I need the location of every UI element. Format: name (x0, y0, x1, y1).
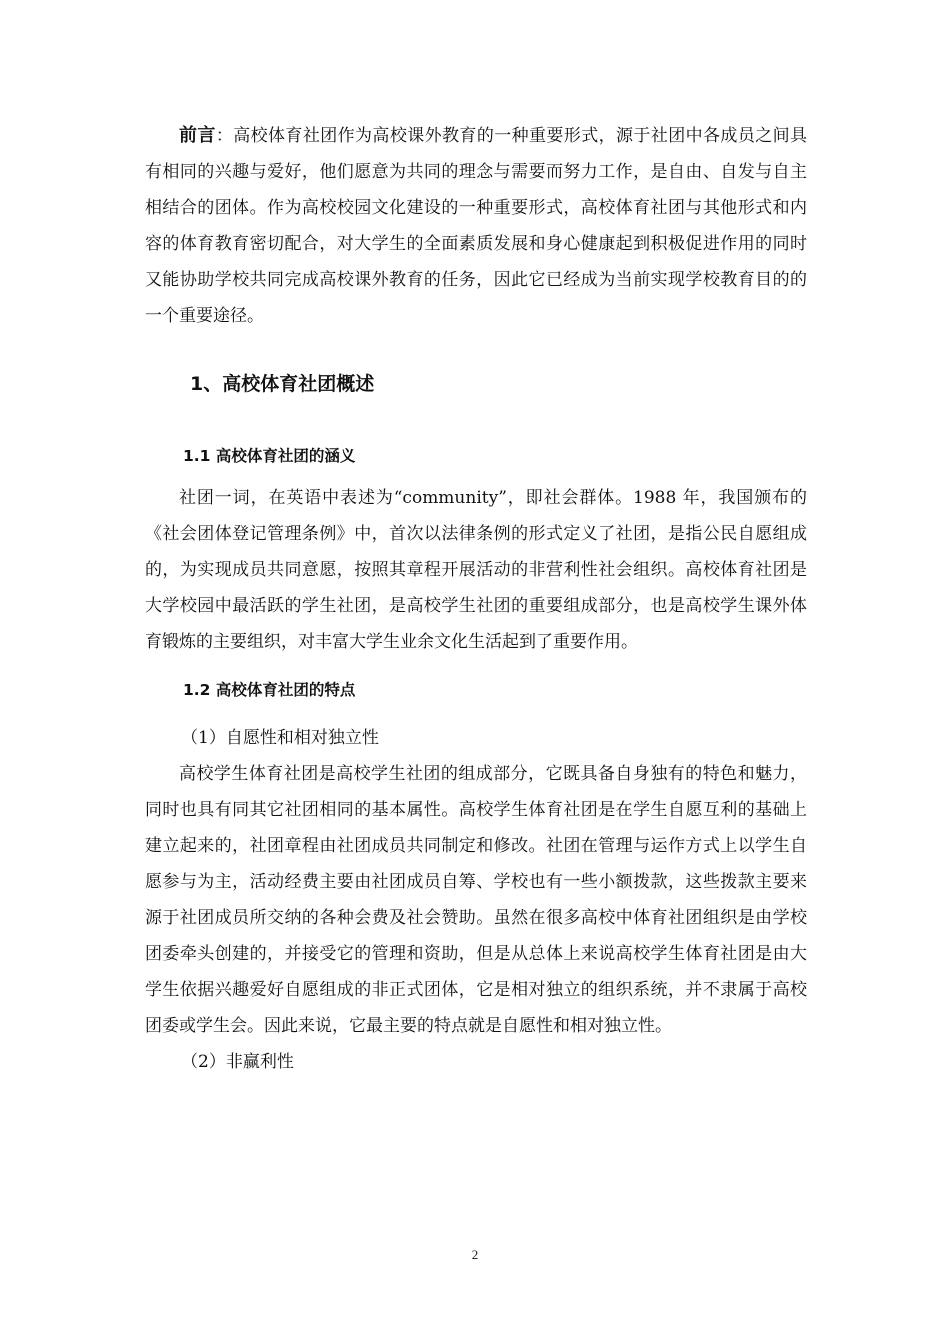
section-heading: 1、高校体育社团概述 (190, 373, 375, 395)
subsection-heading-1-1: 1.1 高校体育社团的涵义 (183, 447, 356, 465)
list-item-2: （2）非赢利性 (181, 1052, 294, 1072)
list-item-1: （1）自愿性和相对独立性 (181, 728, 379, 748)
spacer (145, 708, 807, 720)
preface-label: 前言 (179, 125, 216, 146)
paragraph-definition: 社团一词，在英语中表述为“community”，即社会群体。1988 年，我国颁布的《社会团体登记管理条例》中，首次以法律条例的形式定义了社团，是指公民自愿组成的，为实现成员共同意愿，按照其章程开展活动的非营利性社会组织。高校体育社团是大学校园中最活跃的学生社团，是高校学生社团的重要组成部分，也是高校学生课外体育锻炼的主要组织，对丰富大学生业余文化生活起到了重要作用。 (145, 488, 807, 652)
page-number: 2 (471, 1247, 479, 1262)
subsection-heading-1-2: 1.2 高校体育社团的特点 (183, 681, 356, 699)
preface-colon: ： (215, 126, 234, 146)
paragraph-characteristics: 高校学生体育社团是高校学生社团的组成部分，它既具备自身独有的特色和魅力，同时也具有同其它社团相同的基本属性。高校学生体育社团是在学生自愿互利的基础上建立起来的，社团章程由社团成员共同制定和修改。社团在管理与运作方式上以学生自愿参与为主，活动经费主要由社团成员自筹、学校也有一些小额拨款，这些拨款主要来源于社团成员所交纳的各种会费及社会赞助。虽然在很多高校中体育社团组织是由学校团委牵头创建的，并接受它的管理和资助，但是从总体上来说高校学生体育社团是由大学生依据兴趣爱好自愿组成的非正式团体，它是相对独立的组织系统，并不隶属于高校团委或学生会。因此来说，它最主要的特点就是自愿性和相对独立性。 (145, 764, 807, 1036)
page-content (145, 118, 807, 1080)
spacer (145, 402, 807, 438)
preface-paragraph (145, 118, 807, 334)
spacer (145, 660, 807, 672)
preface-text: 高校体育社团作为高校课外教育的一种重要形式，源于社团中各成员之间具有相同的兴趣与爱好，他们愿意为共同的理念与需要而努力工作，是自由、自发与自主相结合的团体。作为高校校园文化建设的一种重要形式，高校体育社团与其他形式和内容的体育教育密切配合，对大学生的全面素质发展和身心健康起到积极促进作用的同时又能协助学校共同完成高校课外教育的任务，因此它已经成为当前实现学校教育目的的一个重要途径。 (145, 126, 808, 326)
